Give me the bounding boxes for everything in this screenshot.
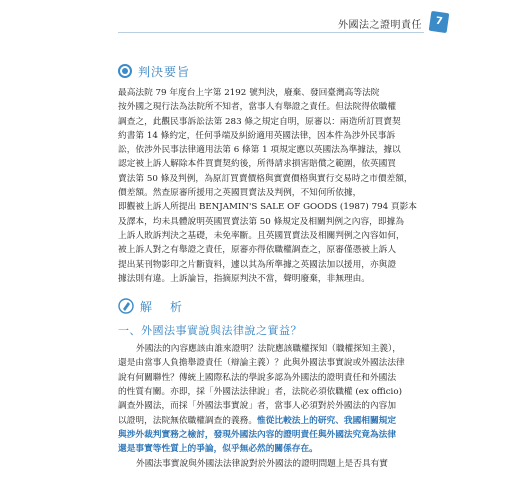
analysis-highlight-line: 與涉外裁判實務之檢討，發現外國法內容的證明責任與外國法究竟為法律: [118, 429, 396, 440]
analysis-highlight: 惟從比較法上的研究、我國相關規定: [257, 415, 396, 426]
ruling-line: 價差額。然查原審所援用之英國買賣法及判例，不知何所依據，: [118, 188, 362, 199]
ruling-line: 訟，依涉外民事法律適用法第 6 條第 1 項規定應以英國法為準據法，據以: [118, 145, 401, 156]
ruling-line: 調查之，此觀民事訴訟法第 283 條之規定自明，原審以：兩造所訂買賣契: [118, 116, 401, 127]
analysis-line: 調查外國法，而採「外國法事實說」者，當事人必須對於外國法的內容加: [118, 401, 396, 412]
ruling-line: 提出某刊物影印之片斷資料，遽以其為所準據之英國法加以援用，亦與證: [118, 259, 396, 270]
ruling-line: 及譯本，均未具體說明英國買賣法第 50 條規定及相關判例之內容，即據為: [118, 216, 404, 227]
analysis-highlight-line: 還是事實等性質上的爭論，似乎無必然的關係存在。: [118, 444, 318, 455]
ruling-section-heading: [118, 62, 418, 80]
ruling-line: 認定被上訴人解除本件買賣契約後，所得請求損害賠償之範圍，依英國買: [118, 159, 396, 170]
analysis-paragraph: [118, 342, 418, 456]
ruling-paragraph: [118, 86, 418, 286]
analysis-line: 說有何關聯性？傳統上國際私法的學說多認為外國法的證明責任和外國法: [118, 372, 396, 383]
analysis-paragraph-2: [118, 457, 418, 471]
analysis-line-mixed: [118, 414, 418, 428]
target-icon: [118, 64, 132, 78]
header-rule: [118, 32, 424, 33]
analysis-line: 外國法的內容應該由誰來證明？法院應該職權探知（職權探知主義），: [136, 344, 401, 355]
page-number-badge: 7: [429, 11, 450, 33]
ruling-line: 即觀被上訴人所提出 BENJAMIN'S SALE OF GOODS (1987) 794 頁影本: [118, 202, 417, 213]
analysis-section-heading: [118, 296, 418, 316]
ruling-line: 據法則有違。上訴論旨，指摘原判決不當，聲明廢棄，非無理由。: [118, 273, 370, 284]
analysis-subheading: 一、外國法事實說與法律說之實益？: [118, 324, 302, 338]
ruling-line: 被上訴人對之有舉證之責任，原審亦得依職權調查之，原審僅憑被上訴人: [118, 245, 396, 256]
pen-icon: [118, 298, 134, 314]
ruling-line: 最高法院 79 年度台上字第 2192 號判決，廢棄、發回臺灣高等法院: [118, 88, 380, 98]
analysis-line: 外國法事實說與外國法法律說對於外國法的證明問題上是否具有實: [136, 458, 388, 469]
analysis-line: 還是由當事人負擔舉證責任（辯論主義）？此與外國法事實說或外國法法律: [118, 358, 405, 369]
ruling-line: 約書第 14 條約定，任何爭端及糾紛適用英國法律，因本件為涉外民事訴: [118, 130, 396, 141]
ruling-line: 上訴人敗訴判決之基礎，未免率斷。且英國買賣法及相關判例之內容如何，: [118, 230, 405, 241]
ruling-line: 賣法第 50 條及判例，為原訂買賣價格與實賣價格與實行交易時之市價差額，: [118, 173, 413, 184]
ruling-line: 按外國之現行法為法院所不知者，當事人有舉證之責任。但法院得依職權: [118, 102, 396, 113]
page-header: [0, 10, 520, 36]
analysis-section-title: 解 析: [140, 299, 186, 314]
analysis-line: 的性質有關。亦即，採「外國法法律說」者，法院必須依職權 (ex officio): [118, 387, 402, 398]
analysis-text: 以證明，法院無依職權調查的義務。: [118, 415, 257, 426]
page-content: [118, 62, 418, 471]
running-title: 外國法之證明責任: [338, 20, 422, 31]
ruling-section-title: 判決要旨: [138, 64, 191, 79]
